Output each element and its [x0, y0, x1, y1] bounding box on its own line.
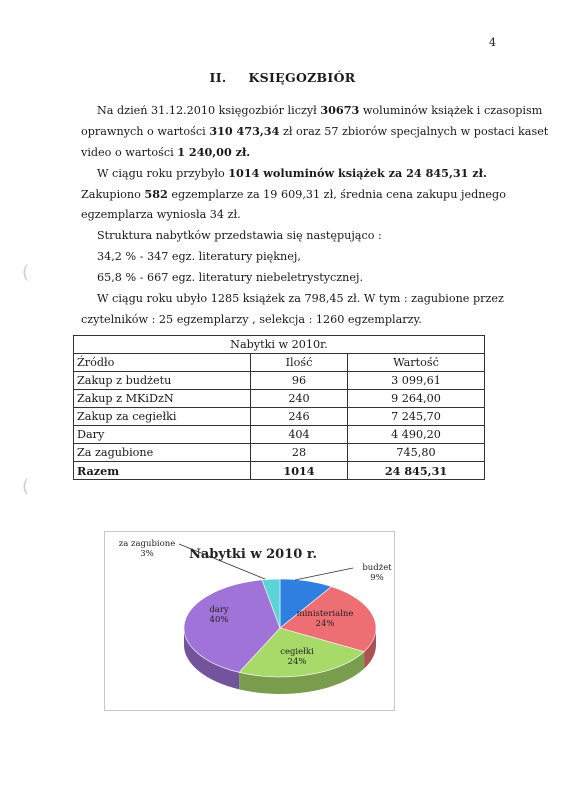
text: W ciągu roku przybyło: [97, 167, 229, 180]
video-value: 1 240,00 zł.: [177, 145, 251, 159]
table-title: Nabytki w 2010r.: [74, 336, 485, 354]
slice-name-label: ministerialne: [296, 609, 354, 619]
text: oprawnych o wartości: [81, 125, 210, 138]
slice-name-label: budżet: [362, 563, 392, 573]
page-number: 4: [489, 36, 496, 49]
table-row: [74, 390, 485, 408]
acquisitions-summary: 1014 woluminów książek za 24 845,31 zł.: [228, 166, 487, 180]
table-cell: 28: [251, 444, 348, 462]
text: egzemplarze za 19 609,31 zł, średnia cena zakupu jednego: [167, 188, 506, 201]
paragraph-1-line-1: [97, 103, 542, 117]
slice-name-label: za zagubione: [118, 539, 176, 549]
chart-title: Nabytki w 2010 r.: [188, 547, 318, 562]
purchased-count: 582: [144, 187, 168, 201]
table-cell: 24 845,31: [348, 462, 485, 480]
table-cell: 4 490,20: [348, 426, 485, 444]
table-cell: 9 264,00: [348, 390, 485, 408]
acquisitions-table: [73, 335, 485, 480]
slice-name-label: cegiełki: [280, 647, 314, 657]
leader-line: [295, 568, 353, 580]
table-cell: 404: [251, 426, 348, 444]
paragraph-4-line-1: W ciągu roku ubyło 1285 książek za 798,45 zł. W tym : zagubione przez: [97, 292, 504, 305]
table-cell: 240: [251, 390, 348, 408]
table-header-row: [74, 354, 485, 372]
table-row: [74, 408, 485, 426]
section-heading: [0, 70, 565, 85]
margin-mark: (: [22, 262, 30, 283]
table-cell: 745,80: [348, 444, 485, 462]
slice-percent-label: 3%: [140, 549, 154, 559]
margin-mark: (: [22, 476, 30, 497]
table-cell: 7 245,70: [348, 408, 485, 426]
paragraph-2-line-3: egzemplarza wyniosła 34 zł.: [81, 208, 241, 221]
slice-name-label: dary: [209, 605, 229, 615]
table-row: [74, 426, 485, 444]
table-cell: 246: [251, 408, 348, 426]
table-header: Źródło: [74, 354, 251, 372]
table-total-row: [74, 462, 485, 480]
table-cell: 3 099,61: [348, 372, 485, 390]
table-header: Wartość: [348, 354, 485, 372]
pie-chart-frame: [104, 531, 395, 711]
table-row: [74, 444, 485, 462]
table-cell: Zakup za cegiełki: [74, 408, 251, 426]
table-cell: Zakup z budżetu: [74, 372, 251, 390]
table-header: Ilość: [251, 354, 348, 372]
text: video o wartości: [81, 146, 178, 159]
paragraph-3-line-3: 65,8 % - 667 egz. literatury niebeletrystycznej.: [97, 271, 364, 284]
slice-percent-label: 24%: [315, 619, 335, 629]
volume-count: 30673: [320, 103, 360, 117]
paragraph-2-line-2: [81, 187, 506, 201]
table-cell: 1014: [251, 462, 348, 480]
paragraph-1-line-2: [81, 124, 548, 138]
table-row: [74, 372, 485, 390]
table-cell: 96: [251, 372, 348, 390]
paragraph-3-line-1: Struktura nabytków przedstawia się następująco :: [97, 229, 382, 242]
table-cell: Za zagubione: [74, 444, 251, 462]
slice-percent-label: 9%: [370, 573, 384, 583]
paragraph-2-line-1: [97, 166, 487, 180]
paragraph-3-line-2: 34,2 % - 347 egz. literatury pięknej,: [97, 250, 301, 263]
text: zł oraz 57 zbiorów specjalnych w postaci kaset: [279, 125, 549, 138]
table-cell: Dary: [74, 426, 251, 444]
paragraph-4-line-2: czytelników : 25 egzemplarzy , selekcja : 1260 egzemplarzy.: [81, 313, 422, 326]
paragraph-1-line-3: [81, 145, 250, 159]
section-title: KSIĘGOZBIÓR: [248, 70, 356, 85]
slice-percent-label: 24%: [287, 657, 307, 667]
text: Na dzień 31.12.2010 księgozbiór liczył: [97, 104, 321, 117]
slice-percent-label: 40%: [209, 615, 229, 625]
table-cell: Zakup z MKiDzN: [74, 390, 251, 408]
section-number: II.: [209, 70, 227, 85]
table-cell: Razem: [74, 462, 251, 480]
text: woluminów książek i czasopism: [359, 104, 543, 117]
collection-value: 310 473,34: [209, 124, 280, 138]
text: Zakupiono: [81, 188, 145, 201]
pie-chart: [105, 532, 394, 710]
